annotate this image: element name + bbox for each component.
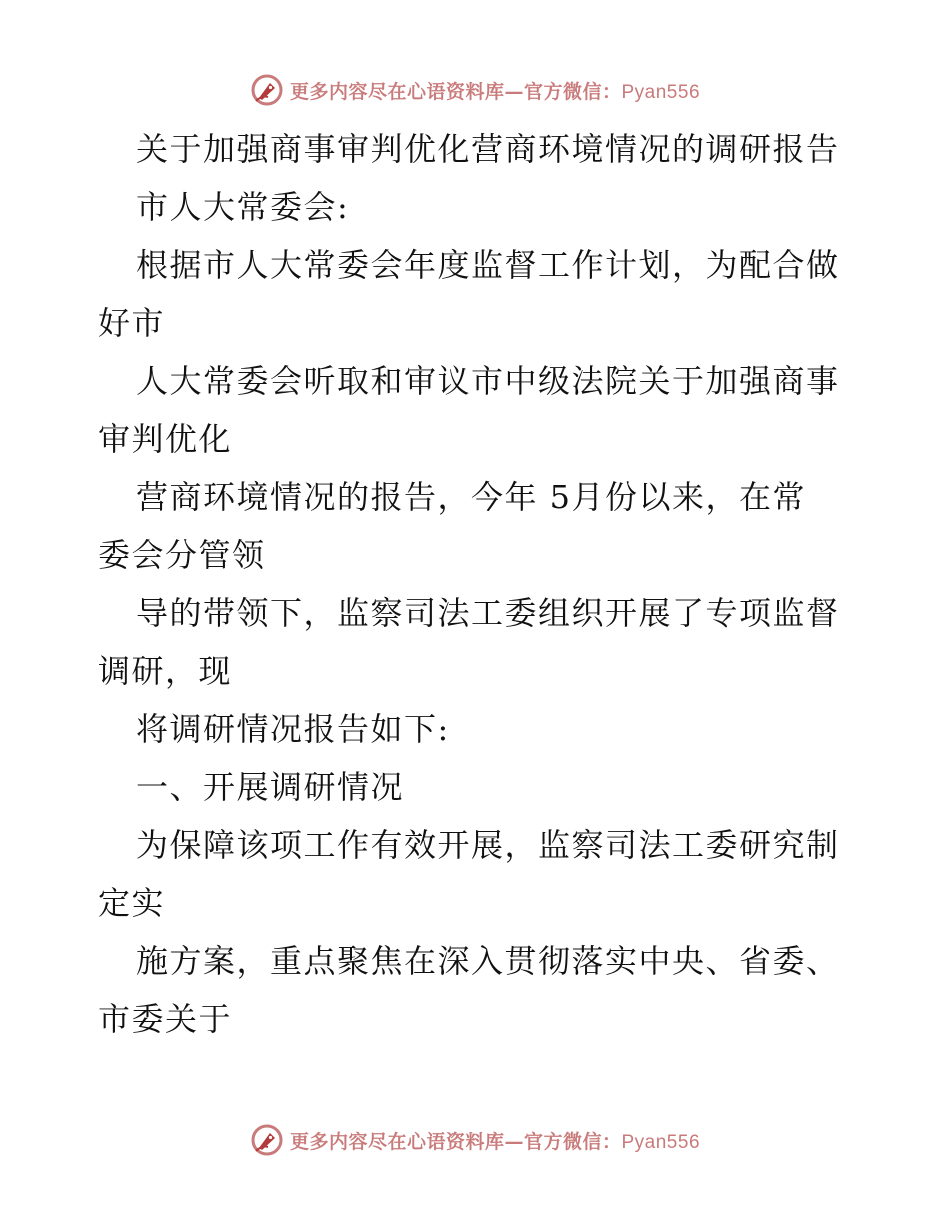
banner-wechat-id: Pyan556 <box>621 1131 701 1153</box>
paragraph-line: 人大常委会听取和审议市中级法院关于加强商事 <box>136 362 840 400</box>
banner-text <box>290 1127 700 1154</box>
salutation: 市人大常委会: <box>136 188 350 226</box>
pen-nib-circle-icon <box>250 1123 284 1157</box>
paragraph-line: 根据市人大常委会年度监督工作计划，为配合做 <box>136 246 840 284</box>
paragraph-line: 市委关于 <box>98 1000 233 1038</box>
paragraph-line: 将调研情况报告如下: <box>136 710 450 748</box>
paragraph-line: 为保障该项工作有效开展，监察司法工委研究制 <box>136 826 840 864</box>
paragraph-line: 调研，现 <box>98 652 233 690</box>
banner-text <box>290 77 700 104</box>
paragraph-line: 委会分管领 <box>98 536 266 574</box>
footer-banner <box>0 1120 950 1160</box>
document-title: 关于加强商事审判优化营商环境情况的调研报告 <box>136 130 840 168</box>
paragraph-line: 施方案，重点聚焦在深入贯彻落实中央、省委、 <box>136 942 840 980</box>
banner-text-cn: 更多内容尽在心语资料库—官方微信： <box>289 1130 622 1153</box>
pen-nib-circle-icon <box>250 73 284 107</box>
paragraph-line: 审判优化 <box>98 420 233 458</box>
paragraph-line: 营商环境情况的报告，今年 5月份以来，在常 <box>136 478 807 516</box>
header-banner <box>0 70 950 110</box>
paragraph-line: 定实 <box>98 884 166 922</box>
paragraph-line: 好市 <box>98 304 166 342</box>
paragraph-line: 导的带领下，监察司法工委组织开展了专项监督 <box>136 594 840 632</box>
banner-text-cn: 更多内容尽在心语资料库—官方微信： <box>289 80 622 103</box>
document-body <box>98 120 858 1048</box>
banner-wechat-id: Pyan556 <box>621 81 701 103</box>
section-heading: 一、开展调研情况 <box>136 768 405 806</box>
